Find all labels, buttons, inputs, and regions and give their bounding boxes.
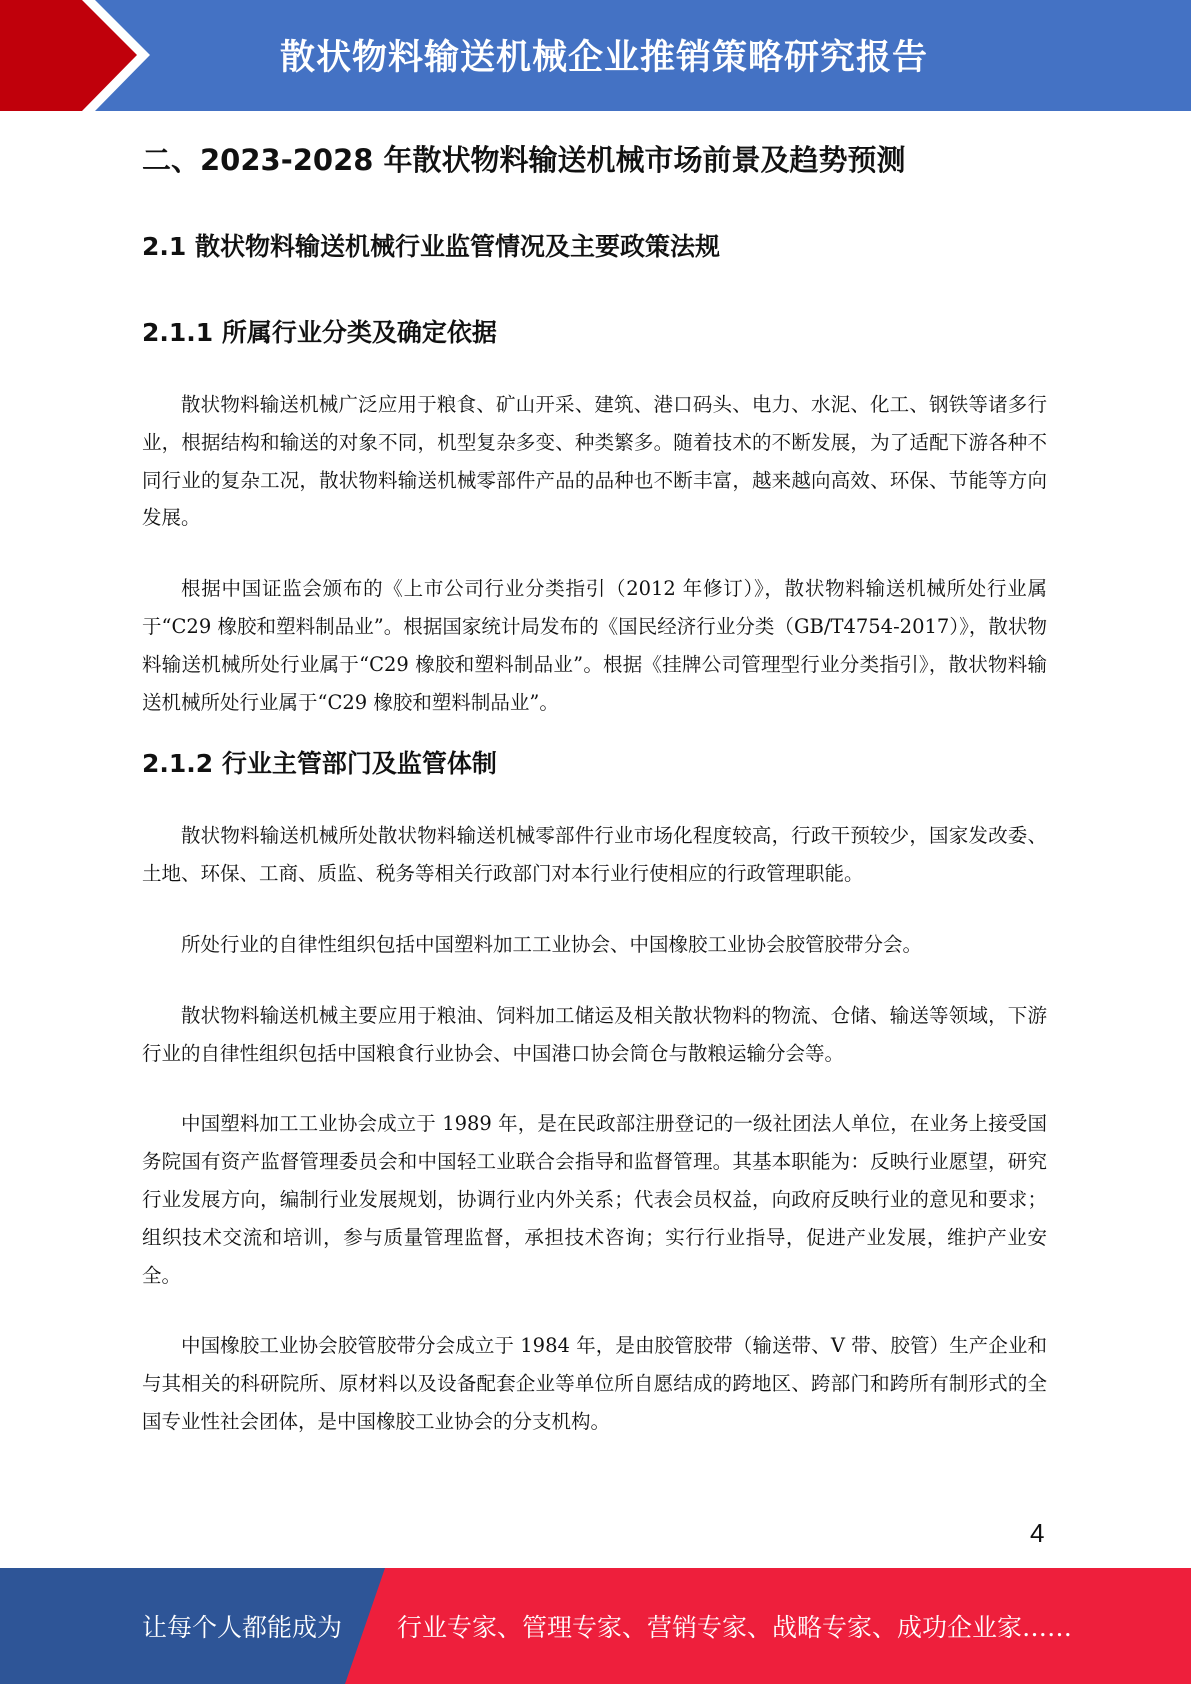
page-header xyxy=(0,0,1191,111)
paragraph: 散状物料输送机械所处散状物料输送机械零部件行业市场化程度较高，行政干预较少，国家发改委、土地、环保、工商、质监、税务等相关行政部门对本行业行使相应的行政管理职能。 xyxy=(142,824,1047,886)
page-content xyxy=(142,138,1047,1474)
report-title: 散状物料输送机械企业推销策略研究报告 xyxy=(280,38,929,78)
page-number: 4 xyxy=(1030,1518,1045,1548)
subsubsection-heading-2: 2.1.2 行业主管部门及监管体制 xyxy=(142,749,497,779)
paragraph: 中国塑料加工工业协会成立于 1989 年，是在民政部注册登记的一级社团法人单位，在业务上接受国务院国有资产监督管理委员会和中国轻工业联合会指导和监督管理。其基本职能为：反映行业愿望，研究行业发展方向，编制行业发展规划，协调行业内外关系；代表会员权益，向政府反映行业的意见和要求；组织技术交流和培训，参与质量管理监督，承担技术咨询；实行行业指导，促进产业发展，维护产业安全。 xyxy=(142,1112,1047,1287)
page-footer xyxy=(0,1568,1191,1684)
paragraph: 中国橡胶工业协会胶管胶带分会成立于 1984 年，是由胶管胶带（输送带、V 带、胶管）生产企业和与其相关的科研院所、原材料以及设备配套企业等单位所自愿结成的跨地区、跨部门和跨所有制形式的全国专业性社会团体，是中国橡胶工业协会的分支机构。 xyxy=(142,1334,1047,1433)
subsubsection-heading-1: 2.1.1 所属行业分类及确定依据 xyxy=(142,318,497,347)
subsection-heading: 2.1 散状物料输送机械行业监管情况及主要政策法规 xyxy=(142,232,720,261)
footer-slogan-right: 行业专家、管理专家、营销专家、战略专家、成功企业家…… xyxy=(397,1613,1073,1642)
paragraph: 根据中国证监会颁布的《上市公司行业分类指引（2012 年修订）》，散状物料输送机械所处行业属于“C29 橡胶和塑料制品业”。根据国家统计局发布的《国民经济行业分类（GB/T4754-2017）》，散状物料输送机械所处行业属于“C29 橡胶和塑料制品业”。根据《挂牌公司管理型行业分类指引》，散状物料输送机械所处行业属于“C29 橡胶和塑料制品业”。 xyxy=(142,577,1047,714)
paragraph: 所处行业的自律性组织包括中国塑料加工工业协会、中国橡胶工业协会胶管胶带分会。 xyxy=(181,932,923,956)
footer-slogan-left: 让每个人都能成为 xyxy=(142,1613,343,1642)
paragraph: 散状物料输送机械主要应用于粮油、饲料加工储运及相关散状物料的物流、仓储、输送等领域，下游行业的自律性组织包括中国粮食行业协会、中国港口协会筒仓与散粮运输分会等。 xyxy=(142,1003,1047,1065)
section-heading: 二、2023-2028 年散状物料输送机械市场前景及趋势预测 xyxy=(142,143,906,177)
paragraph: 散状物料输送机械广泛应用于粮食、矿山开采、建筑、港口码头、电力、水泥、化工、钢铁等诸多行业，根据结构和输送的对象不同，机型复杂多变、种类繁多。随着技术的不断发展，为了适配下游各种不同行业的复杂工况，散状物料输送机械零部件产品的品种也不断丰富，越来越向高效、环保、节能等方向发展。 xyxy=(142,393,1047,530)
